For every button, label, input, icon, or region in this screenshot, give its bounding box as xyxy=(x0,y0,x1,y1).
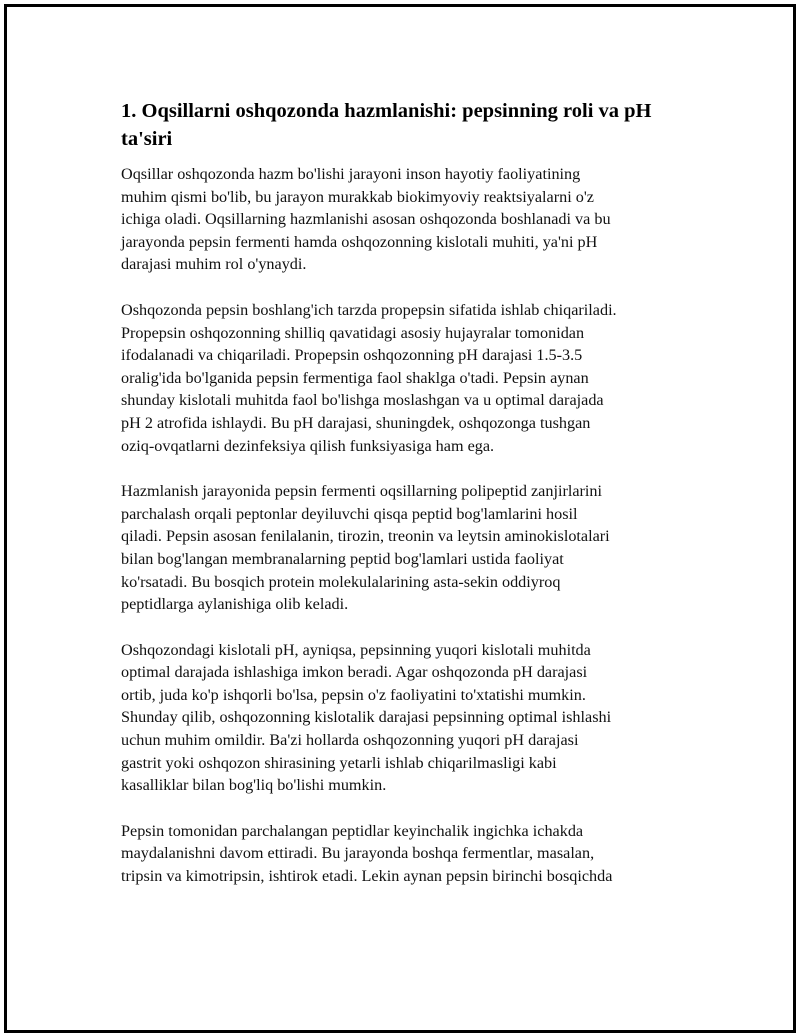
paragraph-4 xyxy=(121,639,691,797)
text-line: Propepsin oshqozonning shilliq qavatidagi asosiy hujayralar tomonidan xyxy=(121,323,585,342)
text-line: maydalanishni davom ettiradi. Bu jarayonda boshqa fermentlar, masalan, xyxy=(121,844,595,863)
text-line: Oqsillar oshqozonda hazm bo'lishi jarayoni inson hayotiy faoliyatining xyxy=(121,165,581,183)
text-line: Shunday qilib, oshqozonning kislotalik darajasi pepsinning optimal ishlashi xyxy=(121,708,612,727)
text-line: peptidlarga aylanishiga olib keladi. xyxy=(121,595,349,614)
text-line: muhim qismi bo'lib, bu jarayon murakkab biokimyoviy reaktsiyalarni o'z xyxy=(121,187,594,206)
text-line: gastrit yoki oshqozon shirasining yetarli ishlab chiqarilmasligi kabi xyxy=(121,753,557,772)
text-line: optimal darajada ishlashiga imkon beradi. Agar oshqozonda pH darajasi xyxy=(121,663,588,682)
text-line: jarayonda pepsin fermenti hamda oshqozonning kislotali muhiti, ya'ni pH xyxy=(121,232,598,251)
text-line: Oshqozonda pepsin boshlang'ich tarzda propepsin sifatida ishlab chiqariladi. xyxy=(121,300,617,319)
text-line: tripsin va kimotripsin, ishtirok etadi. Lekin aynan pepsin birinchi bosqichda xyxy=(121,867,613,886)
text-line: ichiga oladi. Oqsillarning hazmlanishi asosan oshqozonda boshlanadi va bu xyxy=(121,210,611,229)
text-line: ko'rsatadi. Bu bosqich protein molekulalarining asta-sekin oddiyroq xyxy=(121,572,561,591)
text-line: shunday kislotali muhitda faol bo'lishga moslashgan va u optimal darajada xyxy=(121,391,604,410)
text-line: qiladi. Pepsin asosan fenilalanin, tirozin, treonin va leytsin aminokislotalari xyxy=(121,527,610,546)
text-line: ortib, juda ko'p ishqorli bo'lsa, pepsin o'z faoliyatini to'xtatishi mumkin. xyxy=(121,685,586,704)
title-line: ta'siri xyxy=(121,128,173,150)
document-page xyxy=(4,4,796,1033)
text-line: oziq-ovqatlarni dezinfeksiya qilish funksiyasiga ham ega. xyxy=(121,436,495,455)
paragraph-3 xyxy=(121,480,691,616)
text-line: pH 2 atrofida ishlaydi. Bu pH darajasi, shuningdek, oshqozonga tushgan xyxy=(121,413,591,432)
title-line: 1. Oqsillarni oshqozonda hazmlanishi: pepsinning roli va pH xyxy=(121,100,652,122)
paragraph-1 xyxy=(121,163,691,276)
text-line: Pepsin tomonidan parchalangan peptidlar keyinchalik ingichka ichakda xyxy=(121,821,584,840)
document-title xyxy=(121,97,691,153)
text-line: kasalliklar bilan bog'liq bo'lishi mumkin. xyxy=(121,776,387,795)
text-line: parchalash orqali peptonlar deyiluvchi qisqa peptid bog'lamlarini hosil xyxy=(121,504,578,523)
text-line: uchun muhim omildir. Ba'zi hollarda oshqozonning yuqori pH darajasi xyxy=(121,731,579,750)
text-line: oralig'ida bo'lganida pepsin fermentiga faol shaklga o'tadi. Pepsin aynan xyxy=(121,368,589,387)
text-line: Oshqozondagi kislotali pH, ayniqsa, pepsinning yuqori kislotali muhitda xyxy=(121,640,591,659)
text-line: ifodalanadi va chiqariladi. Propepsin oshqozonning pH darajasi 1.5-3.5 xyxy=(121,346,583,365)
text-line: bilan bog'langan membranalarning peptid bog'lamlari ustida faoliyat xyxy=(121,549,564,568)
paragraph-5 xyxy=(121,820,691,888)
text-line: darajasi muhim rol o'ynaydi. xyxy=(121,255,307,274)
document-body xyxy=(121,97,691,911)
paragraph-2 xyxy=(121,299,691,457)
text-line: Hazmlanish jarayonida pepsin fermenti oqsillarning polipeptid zanjirlarini xyxy=(121,482,602,501)
